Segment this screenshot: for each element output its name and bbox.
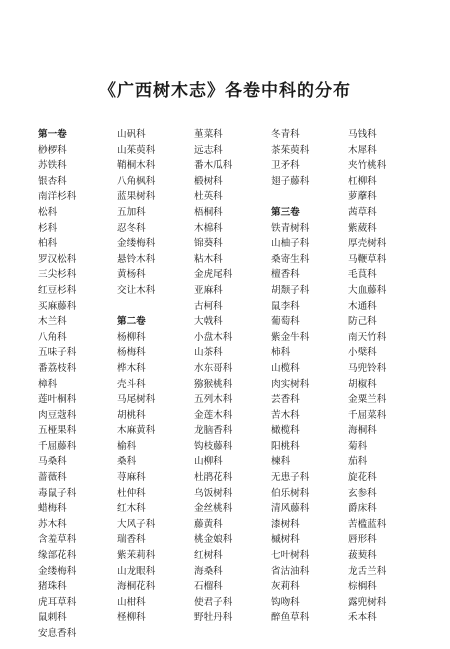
family-entry: 堇菜科 — [194, 129, 223, 140]
family-entry: 亚麻科 — [194, 284, 223, 296]
family-entry: 山榄科 — [271, 362, 300, 374]
column-spacer — [117, 299, 177, 315]
family-entry: 梧桐科 — [194, 206, 223, 218]
family-entry: 桃金娘科 — [194, 534, 233, 546]
family-entry: 毛茛科 — [348, 269, 377, 281]
family-entry: 金莲木科 — [194, 409, 233, 421]
family-entry: 木通科 — [348, 300, 377, 312]
family-entry: 壳斗科 — [117, 378, 146, 390]
family-entry: 海桑科 — [194, 565, 223, 577]
family-column-3 — [194, 127, 254, 626]
family-entry: 八角枫科 — [117, 175, 156, 187]
family-entry: 桦木科 — [117, 362, 146, 374]
family-entry: 海桐科 — [348, 425, 377, 437]
family-entry: 苦槛蓝科 — [348, 518, 387, 530]
family-column-2 — [117, 127, 177, 626]
column-spacer — [271, 189, 331, 205]
family-entry: 露兜树科 — [348, 596, 387, 608]
family-entry: 五味子科 — [38, 347, 77, 359]
family-entry: 杜鹃花科 — [194, 472, 233, 484]
family-entry: 五桠果科 — [38, 425, 77, 437]
family-entry: 大血藤科 — [348, 284, 387, 296]
family-entry: 漆树科 — [271, 518, 300, 530]
family-entry: 石榴科 — [194, 581, 223, 593]
family-entry: 椴树科 — [194, 175, 223, 187]
family-entry: 猪珠科 — [38, 581, 67, 593]
family-entry: 桑寄生科 — [271, 253, 310, 265]
page-title: 《广西树木志》各卷中科的分布 — [99, 81, 351, 101]
family-entry: 金虎尾科 — [194, 269, 233, 281]
family-entry: 马鞭草科 — [348, 253, 387, 265]
family-entry: 杉科 — [38, 222, 58, 234]
family-entry: 阳桃科 — [271, 440, 300, 452]
family-entry: 马兜铃科 — [348, 362, 387, 374]
family-entry: 木犀科 — [348, 144, 377, 156]
family-entry: 山龙眼科 — [117, 565, 156, 577]
family-entry: 古柯科 — [194, 300, 223, 312]
family-entry: 檀香科 — [271, 269, 300, 281]
family-entry: 乌饭树科 — [194, 487, 233, 499]
family-entry: 虎耳草科 — [38, 596, 77, 608]
family-entry: 鼠刺科 — [38, 612, 67, 624]
family-entry: 五列木科 — [194, 394, 233, 406]
volume-heading: 第三卷 — [271, 206, 300, 218]
family-entry: 苏木科 — [38, 518, 67, 530]
family-entry: 罗汉松科 — [38, 253, 77, 265]
family-entry: 芸香科 — [271, 394, 300, 406]
family-entry: 南天竹科 — [348, 331, 387, 343]
volume-heading: 第二卷 — [117, 316, 146, 328]
family-entry: 紫葳科 — [348, 222, 377, 234]
family-entry: 红木科 — [117, 503, 146, 515]
family-entry: 使君子科 — [194, 596, 233, 608]
family-entry: 马钱科 — [348, 129, 377, 140]
family-entry: 紫金牛科 — [271, 331, 310, 343]
family-entry: 大风子科 — [117, 518, 156, 530]
family-entry: 桫椤科 — [38, 144, 67, 156]
family-entry: 忍冬科 — [117, 222, 146, 234]
family-entry: 南洋杉科 — [38, 191, 77, 203]
family-entry: 蓝果树科 — [117, 191, 156, 203]
family-entry: 桑科 — [117, 456, 137, 468]
family-entry: 榆科 — [117, 440, 137, 452]
family-entry: 金缕梅科 — [117, 238, 156, 250]
family-entry: 八角科 — [38, 331, 67, 343]
family-entry: 野牡丹科 — [194, 612, 233, 624]
family-entry: 毒鼠子科 — [38, 487, 77, 499]
family-entry: 大戟科 — [194, 316, 223, 328]
volume-heading: 第一卷 — [38, 129, 67, 140]
family-entry: 唇形科 — [348, 534, 377, 546]
family-entry: 杜英科 — [194, 191, 223, 203]
family-entry: 松科 — [38, 206, 58, 218]
family-entry: 醉鱼草科 — [271, 612, 310, 624]
family-entry: 悬铃木科 — [117, 253, 156, 265]
family-entry: 胡颓子科 — [271, 284, 310, 296]
family-entry: 伯乐树科 — [271, 487, 310, 499]
family-entry: 含羞草科 — [38, 534, 77, 546]
family-entry: 瑞香科 — [117, 534, 146, 546]
family-entry: 清风藤科 — [271, 503, 310, 515]
family-entry: 杨柳科 — [117, 331, 146, 343]
family-column-1 — [38, 127, 98, 642]
family-entry: 樟科 — [38, 378, 58, 390]
family-entry: 肉豆蔻科 — [38, 409, 77, 421]
family-entry: 卫矛科 — [271, 160, 300, 172]
family-entry: 铁青树科 — [271, 222, 310, 234]
family-entry: 防己科 — [348, 316, 377, 328]
family-entry: 番荔枝科 — [38, 362, 77, 374]
family-entry: 山茶科 — [194, 347, 223, 359]
family-entry: 五加科 — [117, 206, 146, 218]
family-entry: 藤黄科 — [194, 518, 223, 530]
family-entry: 红树科 — [194, 550, 223, 562]
family-entry: 胡椒科 — [348, 378, 377, 390]
family-entry: 买麻藤科 — [38, 300, 77, 312]
family-entry: 交让木科 — [117, 284, 156, 296]
family-entry: 柿科 — [271, 347, 291, 359]
family-entry: 小檗科 — [348, 347, 377, 359]
family-entry: 木棉科 — [194, 222, 223, 234]
family-entry: 山柚子科 — [271, 238, 310, 250]
family-entry: 蔷薇科 — [38, 472, 67, 484]
family-entry: 葡萄科 — [271, 316, 300, 328]
family-entry: 鼠李科 — [271, 300, 300, 312]
family-entry: 菝葜科 — [348, 550, 377, 562]
family-entry: 胡桃科 — [117, 409, 146, 421]
family-entry: 山矾科 — [117, 129, 146, 140]
family-entry: 柏科 — [38, 238, 58, 250]
family-entry: 鞘桐木科 — [117, 160, 156, 172]
family-entry: 翅子藤科 — [271, 175, 310, 187]
family-entry: 棕榈科 — [348, 581, 377, 593]
family-entry: 橄榄科 — [271, 425, 300, 437]
family-entry: 荨麻科 — [117, 472, 146, 484]
family-entry: 蜡梅科 — [38, 503, 67, 515]
family-entry: 莲叶桐科 — [38, 394, 77, 406]
family-entry: 黄杨科 — [117, 269, 146, 281]
family-entry: 山柳科 — [194, 456, 223, 468]
family-entry: 缘部花科 — [38, 550, 77, 562]
family-entry: 番木瓜科 — [194, 160, 233, 172]
family-entry: 茜草科 — [348, 206, 377, 218]
family-entry: 苦木科 — [271, 409, 300, 421]
family-entry: 厚壳树科 — [348, 238, 387, 250]
family-entry: 千屈菜科 — [348, 409, 387, 421]
family-entry: 山柑科 — [117, 596, 146, 608]
family-entry: 小盘木科 — [194, 331, 233, 343]
family-entry: 杠柳科 — [348, 175, 377, 187]
family-entry: 龙舌兰科 — [348, 565, 387, 577]
family-entry: 冬青科 — [271, 129, 300, 140]
family-entry: 旋花科 — [348, 472, 377, 484]
family-entry: 灰莉科 — [271, 581, 300, 593]
family-entry: 玄参科 — [348, 487, 377, 499]
family-entry: 红豆杉科 — [38, 284, 77, 296]
family-entry: 安息香科 — [38, 628, 77, 639]
family-entry: 槭树科 — [271, 534, 300, 546]
family-entry: 千屈藤科 — [38, 440, 77, 452]
family-entry: 木兰科 — [38, 316, 67, 328]
family-entry: 夹竹桃科 — [348, 160, 387, 172]
family-entry: 金缕梅科 — [38, 565, 77, 577]
family-entry: 木麻黄科 — [117, 425, 156, 437]
family-entry: 远志科 — [194, 144, 223, 156]
family-entry: 肉实树科 — [271, 378, 310, 390]
family-entry: 柽柳科 — [117, 612, 146, 624]
family-entry: 马桑科 — [38, 456, 67, 468]
family-entry: 猕猴桃科 — [194, 378, 233, 390]
family-column-5 — [348, 127, 408, 626]
family-entry: 茄科 — [348, 456, 368, 468]
family-entry: 银杏科 — [38, 175, 67, 187]
family-entry: 马尾树科 — [117, 394, 156, 406]
family-entry: 七叶树科 — [271, 550, 310, 562]
family-entry: 爵床科 — [348, 503, 377, 515]
family-entry: 无患子科 — [271, 472, 310, 484]
family-entry: 锦葵科 — [194, 238, 223, 250]
family-entry: 萝藦科 — [348, 191, 377, 203]
family-entry: 金丝桃科 — [194, 503, 233, 515]
family-entry: 杨梅科 — [117, 347, 146, 359]
family-entry: 紫茉莉科 — [117, 550, 156, 562]
family-entry: 钩吻科 — [271, 596, 300, 608]
family-entry: 苏铁科 — [38, 160, 67, 172]
family-entry: 楝科 — [271, 456, 291, 468]
family-entry: 龙脑香科 — [194, 425, 233, 437]
family-entry: 钩枝藤科 — [194, 440, 233, 452]
family-entry: 水东哥科 — [194, 362, 233, 374]
family-column-4 — [271, 127, 331, 626]
family-entry: 金粟兰科 — [348, 394, 387, 406]
family-entry: 三尖杉科 — [38, 269, 77, 281]
family-entry: 茶茱萸科 — [271, 144, 310, 156]
family-entry: 禾本科 — [348, 612, 377, 624]
family-entry: 海桐花科 — [117, 581, 156, 593]
family-entry: 杜仲科 — [117, 487, 146, 499]
family-entry: 省沽油科 — [271, 565, 310, 577]
family-entry: 菊科 — [348, 440, 368, 452]
family-entry: 粘木科 — [194, 253, 223, 265]
family-entry: 山茱萸科 — [117, 144, 156, 156]
